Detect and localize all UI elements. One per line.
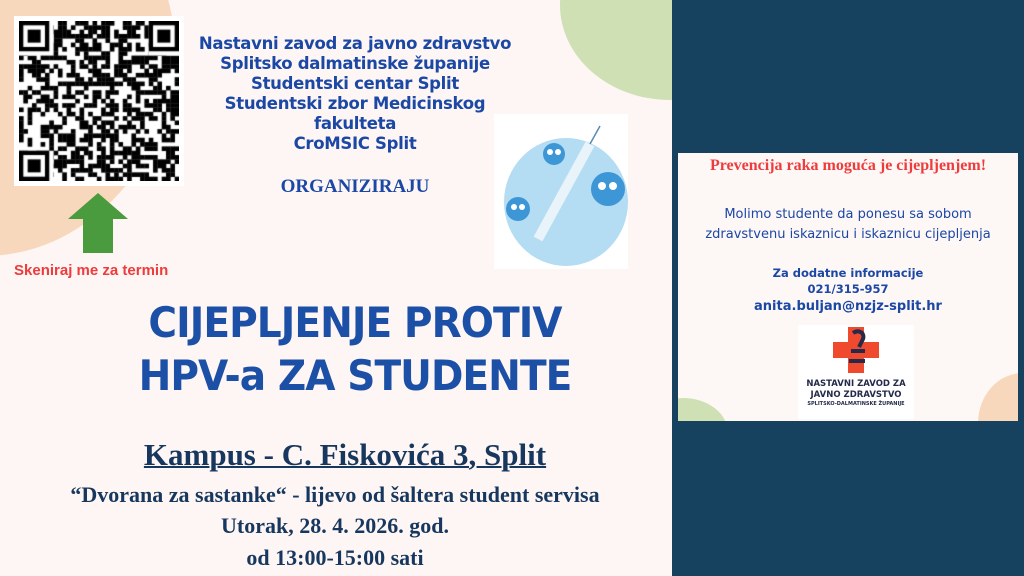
decor-blob-peach <box>978 373 1018 421</box>
scan-caption: Skeniraj me za termin <box>14 262 169 279</box>
organizer: Splitsko dalmatinske županije <box>220 54 490 73</box>
event-date: Utorak, 28. 4. 2026. god. <box>221 513 449 538</box>
contact-label: Za dodatne informacije <box>772 266 924 280</box>
organizer: Nastavni zavod za javno zdravstvo <box>198 34 512 53</box>
instruction-line: zdravstvenu iskaznicu i iskaznicu cijepljenja <box>705 227 991 242</box>
organizer: Studentski centar Split <box>251 74 459 93</box>
event-title <box>62 296 648 402</box>
title-line: HPV-a ZA STUDENTE <box>138 351 572 400</box>
nzjz-logo <box>798 325 914 419</box>
instruction-line: Molimo studente da ponesu sa sobom <box>724 207 972 222</box>
decor-blob-green <box>560 0 672 100</box>
arrow-up-icon <box>68 193 128 253</box>
organizer: Studentski zbor Medicinskog <box>224 94 486 113</box>
decor-blob-green <box>678 398 728 421</box>
organize-heading: ORGANIZIRAJU <box>280 176 430 197</box>
medical-cross-microscope-icon <box>831 325 881 375</box>
contact-email[interactable]: anita.buljan@nzjz-split.hr <box>754 299 942 314</box>
event-location: Kampus - C. Fiskovića 3, Split <box>143 437 547 472</box>
contact-phone[interactable]: 021/315-957 <box>807 282 889 296</box>
contact-info <box>678 265 1018 316</box>
logo-text: SPLITSKO-DALMATINSKE ŽUPANIJE <box>807 401 905 407</box>
card-instructions <box>678 205 1018 245</box>
vaccine-illustration <box>494 114 628 269</box>
logo-text: NASTAVNI ZAVOD ZA <box>806 379 906 389</box>
organizer: fakulteta <box>313 114 397 133</box>
title-line: CIJEPLJENJE PROTIV <box>148 298 562 347</box>
event-room: “Dvorana za sastanke“ - lijevo od šaltera student servisa <box>70 482 600 507</box>
logo-text: JAVNO ZDRAVSTVO <box>810 390 902 400</box>
event-time: od 13:00-15:00 sati <box>246 545 424 570</box>
qr-code[interactable] <box>14 16 184 186</box>
organizer: CroMSIC Split <box>293 134 417 153</box>
info-card <box>678 153 1018 421</box>
card-headline: Prevencija raka moguća je cijepljenjem! <box>709 157 987 174</box>
organizers-list <box>190 34 520 154</box>
